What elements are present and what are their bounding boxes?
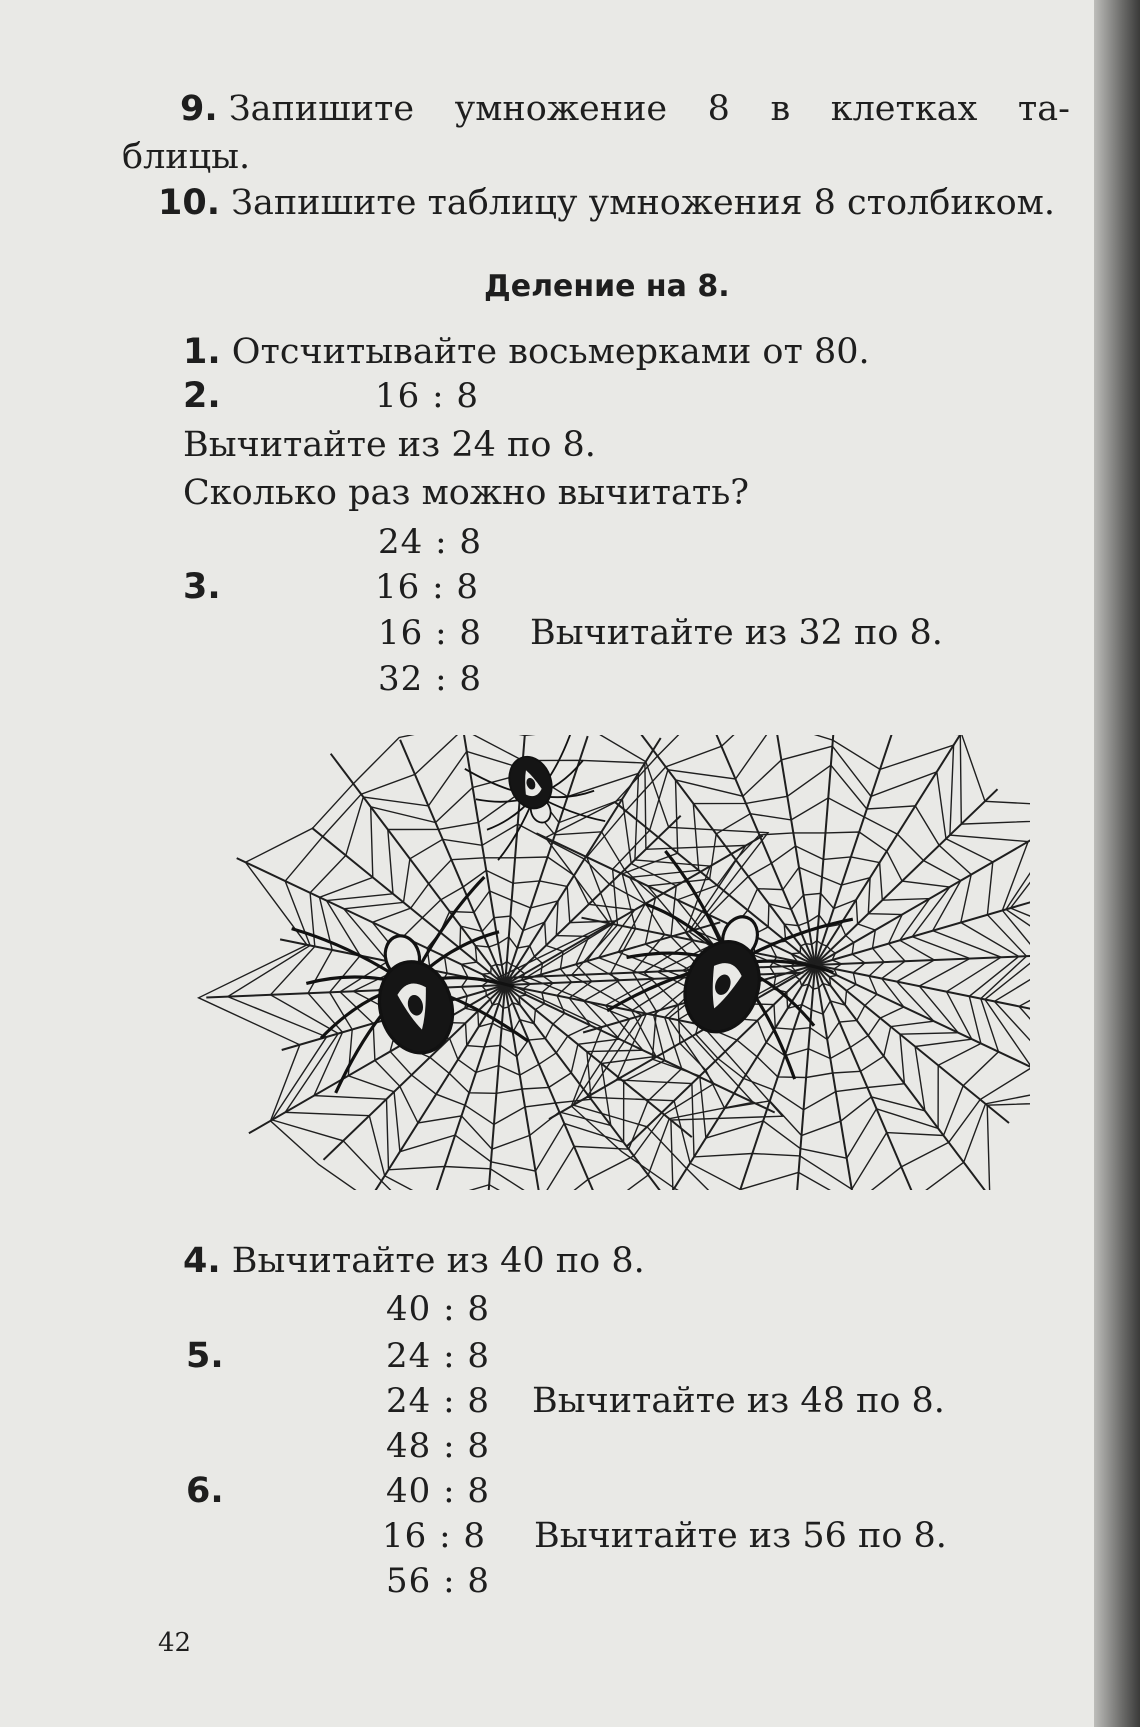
exercise-3-note: Вычитайте из 32 по 8.: [530, 613, 943, 653]
exercise-2-number: 2.: [183, 376, 221, 416]
exercise-1-text: Отсчитывайте восьмерками от 80.: [231, 332, 870, 372]
section-title: Деление на 8.: [484, 269, 730, 304]
exercise-10-text: Запишите таблицу умножения 8 столбиком.: [231, 183, 1055, 223]
word: та-: [1017, 89, 1070, 129]
division-expression: 16 : 8: [382, 1516, 486, 1556]
exercise-9-continuation: блицы.: [122, 137, 251, 177]
exercise-6-number: 6.: [186, 1471, 224, 1511]
exercise-6-note: Вычитайте из 56 по 8.: [534, 1516, 947, 1556]
exercise-number: 9.: [180, 89, 218, 129]
exercise-4: [183, 1240, 645, 1282]
division-expression: 16 : 8: [375, 567, 479, 607]
exercise-5-number: 5.: [186, 1336, 224, 1376]
division-expression: 40 : 8: [386, 1471, 490, 1511]
division-expression: 16 : 8: [375, 376, 479, 416]
word: Запишите: [228, 89, 415, 129]
exercise-5-note: Вычитайте из 48 по 8.: [532, 1381, 945, 1421]
exercise-1: [183, 331, 870, 373]
division-expression: 24 : 8: [386, 1336, 490, 1376]
word: умножение: [454, 89, 668, 129]
division-expression: 32 : 8: [378, 659, 482, 699]
exercise-2-line-1: Вычитайте из 24 по 8.: [183, 425, 596, 465]
exercise-number: 1.: [183, 332, 221, 372]
page-number: 42: [158, 1628, 192, 1658]
exercise-10: [158, 182, 1055, 224]
division-expression: 56 : 8: [386, 1561, 490, 1601]
spider: [465, 735, 605, 860]
exercise-9: [180, 88, 1070, 130]
exercise-3-number: 3.: [183, 567, 221, 607]
exercise-number: 4.: [183, 1241, 221, 1281]
word: 8: [707, 89, 730, 129]
exercise-2-line-2: Сколько раз можно вычитать?: [183, 473, 750, 513]
division-expression: 24 : 8: [378, 522, 482, 562]
exercise-4-text: Вычитайте из 40 по 8.: [231, 1241, 645, 1281]
book-spine-shadow: [1094, 0, 1140, 1727]
division-expression: 24 : 8: [386, 1381, 490, 1421]
division-expression: 16 : 8: [378, 613, 482, 653]
word: клетках: [830, 89, 978, 129]
division-expression: 48 : 8: [386, 1426, 490, 1466]
exercise-number: 10.: [158, 183, 221, 223]
spider-web-illustration: [175, 735, 1030, 1190]
word: в: [770, 89, 791, 129]
division-expression: 40 : 8: [386, 1289, 490, 1329]
